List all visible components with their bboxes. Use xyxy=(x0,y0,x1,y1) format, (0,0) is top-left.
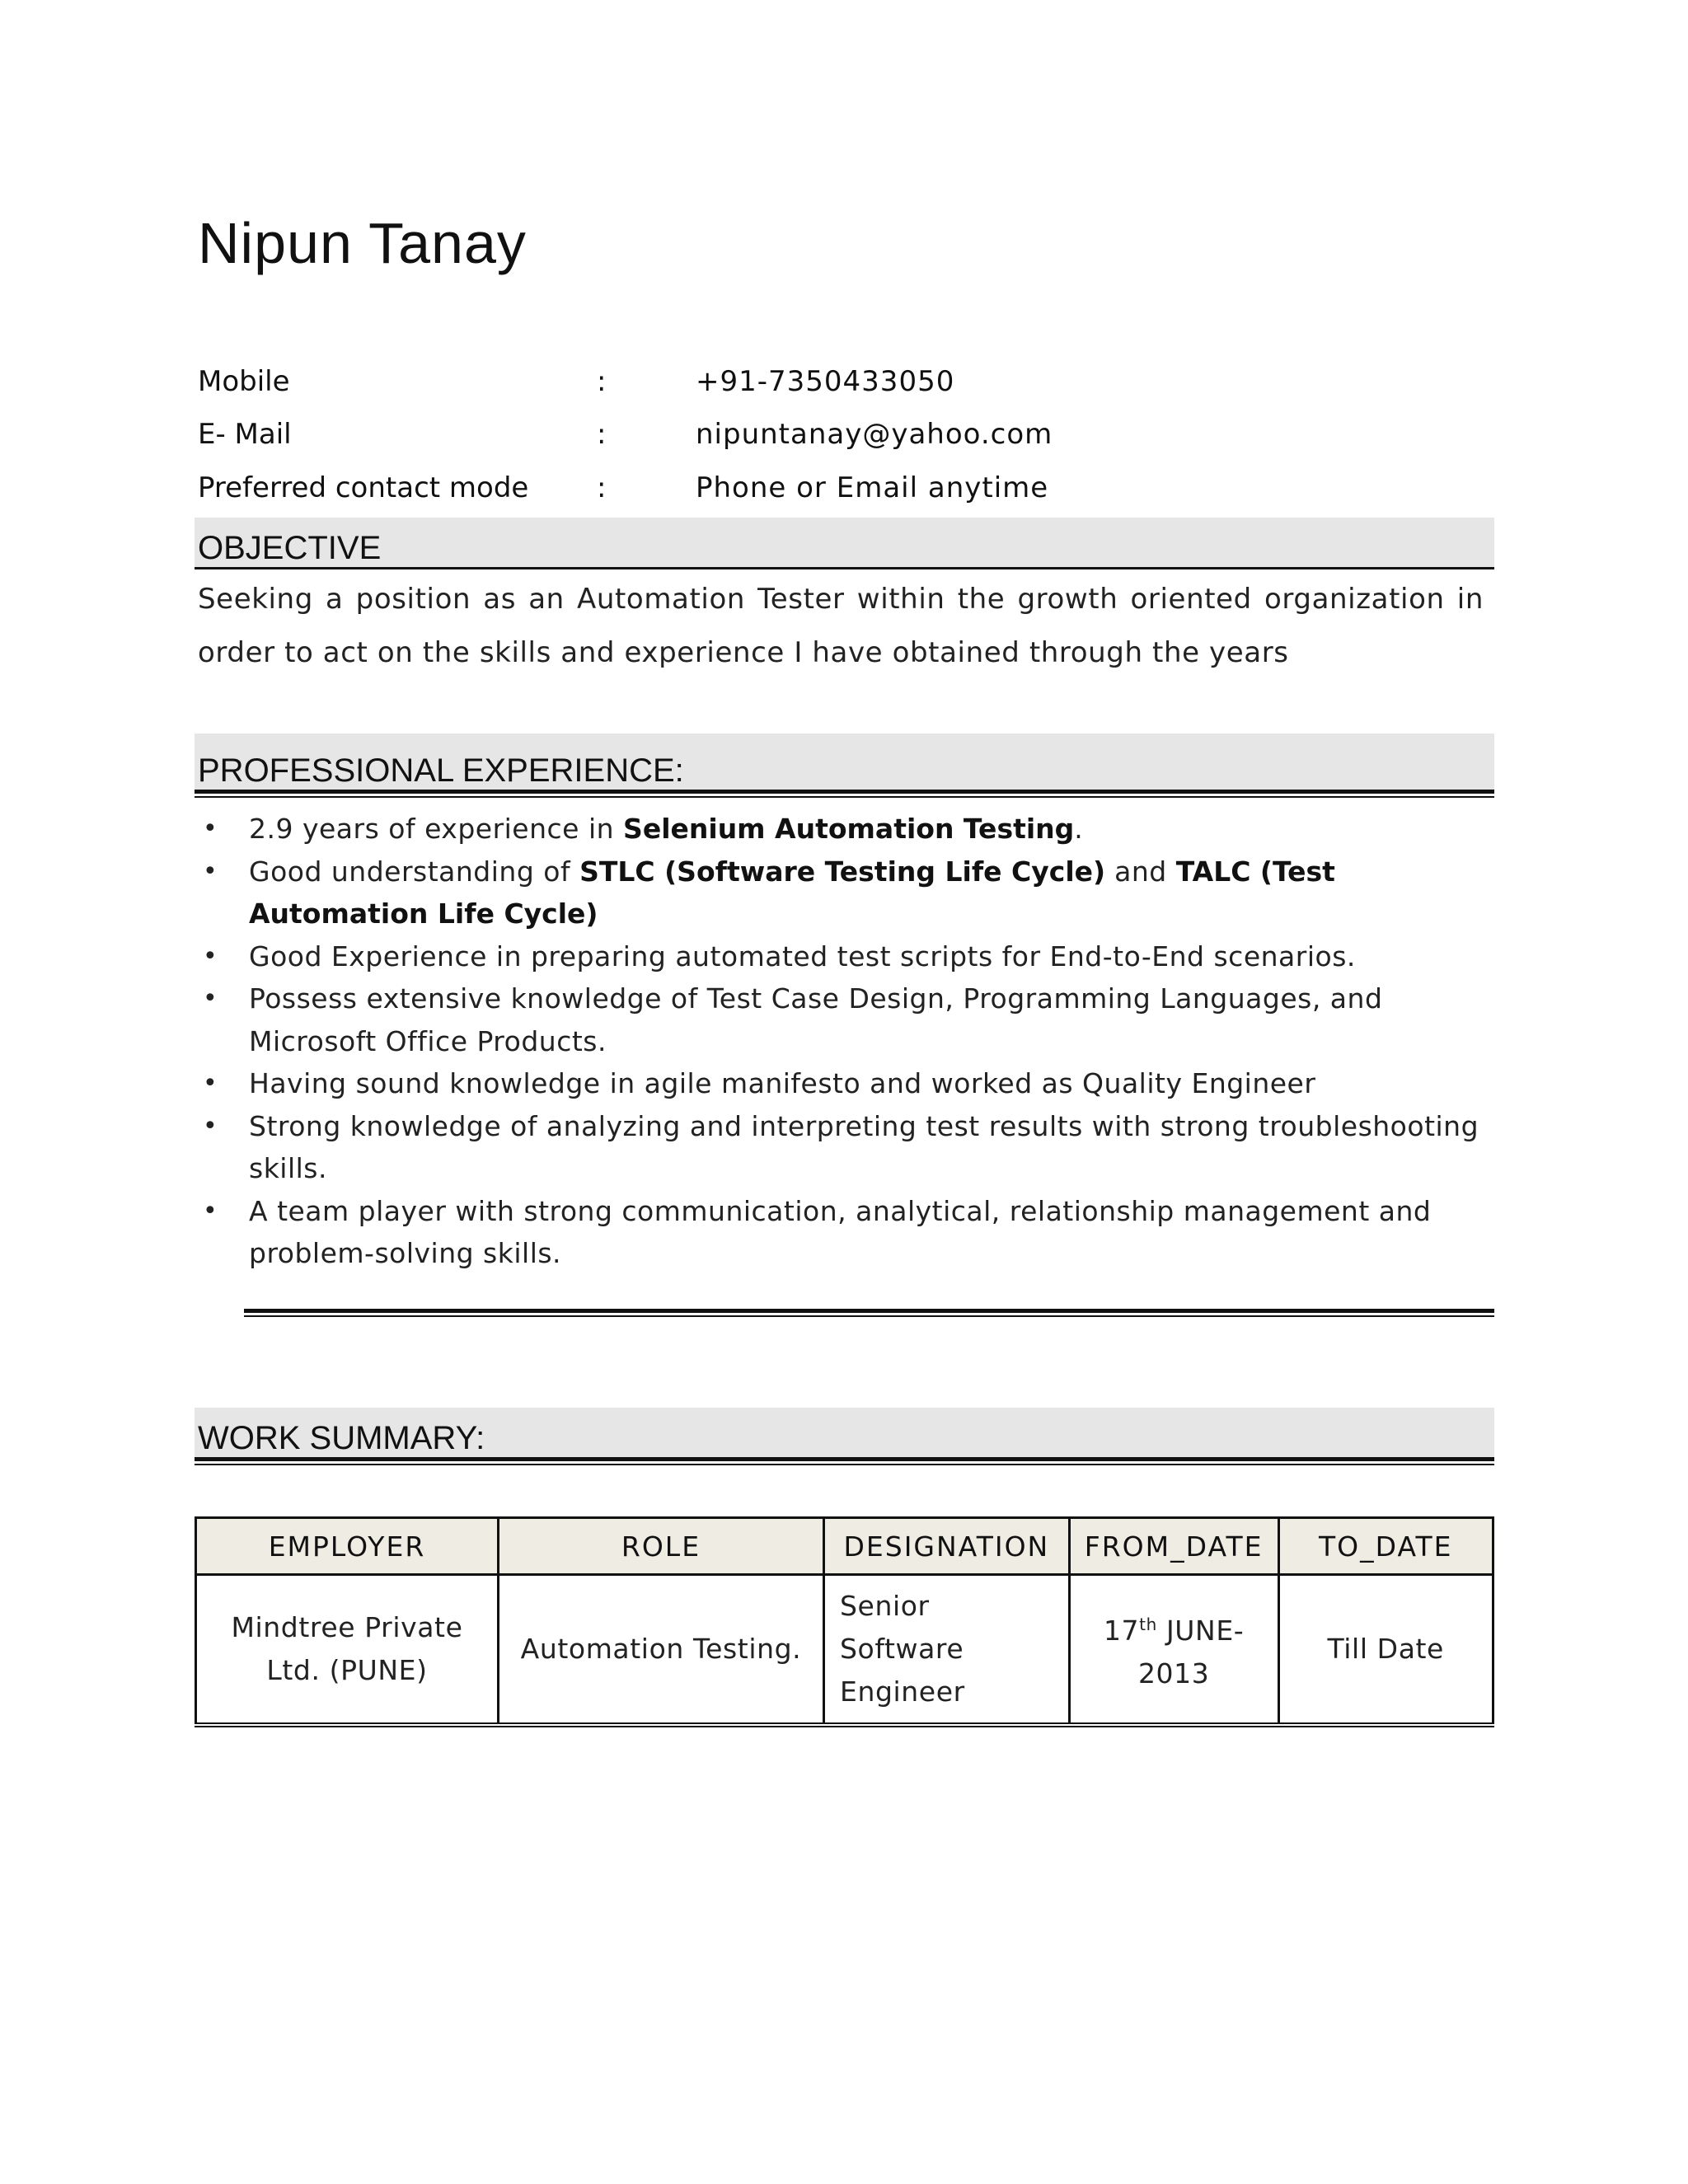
bullet-icon: • xyxy=(203,941,218,971)
objective-text: Seeking a position as an Automation Tester within the growth oriented organization in order to act on the skills and experience I have obtained through the years xyxy=(198,583,1484,669)
item-text: 2.9 years of experience in xyxy=(249,813,624,845)
item-highlight: STLC (Software Testing Life Cycle) xyxy=(579,855,1106,888)
contact-label: E- Mail xyxy=(198,418,292,451)
bullet-icon: • xyxy=(203,984,218,1013)
item-text: Having sound knowledge in agile manifesto and worked as Quality Engineer xyxy=(249,1067,1316,1099)
from-date-rest: JUNE-2013 xyxy=(1137,1615,1245,1690)
contact-separator: : xyxy=(597,471,607,504)
list-item xyxy=(198,977,1479,1062)
bullet-icon: • xyxy=(203,1196,218,1226)
column-header: DESIGNATION xyxy=(824,1518,1070,1575)
contact-value: nipuntanay@yahoo.com xyxy=(696,418,1053,451)
experience-list xyxy=(198,808,1479,1275)
item-text: Possess extensive knowledge of Test Case Design, Programming Languages, and Microsoft Office Products. xyxy=(249,982,1383,1057)
table-header-row xyxy=(196,1518,1493,1575)
contact-separator: : xyxy=(597,365,607,398)
contact-mobile xyxy=(198,365,1496,406)
contact-label: Preferred contact mode xyxy=(198,471,529,504)
item-text: Good understanding of xyxy=(249,855,580,888)
item-text: and xyxy=(1105,855,1176,888)
list-item xyxy=(198,1105,1479,1190)
candidate-name: Nipun Tanay xyxy=(198,211,527,275)
column-header: EMPLOYER xyxy=(196,1518,499,1575)
contact-separator: : xyxy=(597,418,607,451)
list-item xyxy=(198,935,1479,978)
role-cell: Automation Testing. xyxy=(498,1575,823,1726)
bullet-icon: • xyxy=(203,1069,218,1098)
item-highlight: TALC (Test Automation Life Cycle) xyxy=(249,855,1335,930)
list-item xyxy=(198,808,1479,851)
bullet-icon: • xyxy=(203,814,218,843)
section-divider xyxy=(195,1457,1494,1465)
column-header: TO_DATE xyxy=(1278,1518,1493,1575)
contact-email xyxy=(198,418,1496,459)
item-text: A team player with strong communication, analytical, relationship management and problem-solving skills. xyxy=(249,1194,1432,1269)
item-text: Good Experience in preparing automated test scripts for End-to-End scenarios. xyxy=(249,940,1356,972)
employer-cell: Mindtree Private Ltd. (PUNE) xyxy=(196,1575,499,1726)
section-title: PROFESSIONAL EXPERIENCE: xyxy=(198,752,684,789)
section-title: WORK SUMMARY: xyxy=(198,1420,485,1456)
section-title: OBJECTIVE xyxy=(198,530,382,566)
designation-cell: Senior Software Engineer xyxy=(824,1575,1070,1726)
work-summary-header xyxy=(195,1408,1494,1459)
section-divider xyxy=(195,790,1494,798)
from-date-cell xyxy=(1069,1575,1278,1726)
section-divider xyxy=(244,1309,1494,1317)
to-date-cell: Till Date xyxy=(1278,1575,1493,1726)
from-date-day: 17 xyxy=(1103,1615,1140,1647)
list-item xyxy=(198,1190,1479,1275)
contact-value: Phone or Email anytime xyxy=(696,471,1049,504)
objective-header xyxy=(195,518,1494,569)
contact-label: Mobile xyxy=(198,365,290,398)
table-row xyxy=(196,1575,1493,1726)
item-text: Strong knowledge of analyzing and interpreting test results with strong troubleshooting skills. xyxy=(249,1109,1479,1184)
column-header: FROM_DATE xyxy=(1069,1518,1278,1575)
contact-value: +91-7350433050 xyxy=(696,365,955,398)
list-item xyxy=(198,851,1479,935)
work-summary-table xyxy=(195,1516,1494,1727)
experience-header xyxy=(195,733,1494,791)
bullet-icon: • xyxy=(203,856,218,886)
column-header: ROLE xyxy=(498,1518,823,1575)
contact-preferred-mode xyxy=(198,471,1496,513)
from-date-suffix: th xyxy=(1139,1615,1157,1634)
item-text: . xyxy=(1074,813,1084,845)
section-divider xyxy=(195,567,1494,569)
item-highlight: Selenium Automation Testing xyxy=(623,813,1075,845)
bullet-icon: • xyxy=(203,1111,218,1141)
list-item xyxy=(198,1062,1479,1105)
